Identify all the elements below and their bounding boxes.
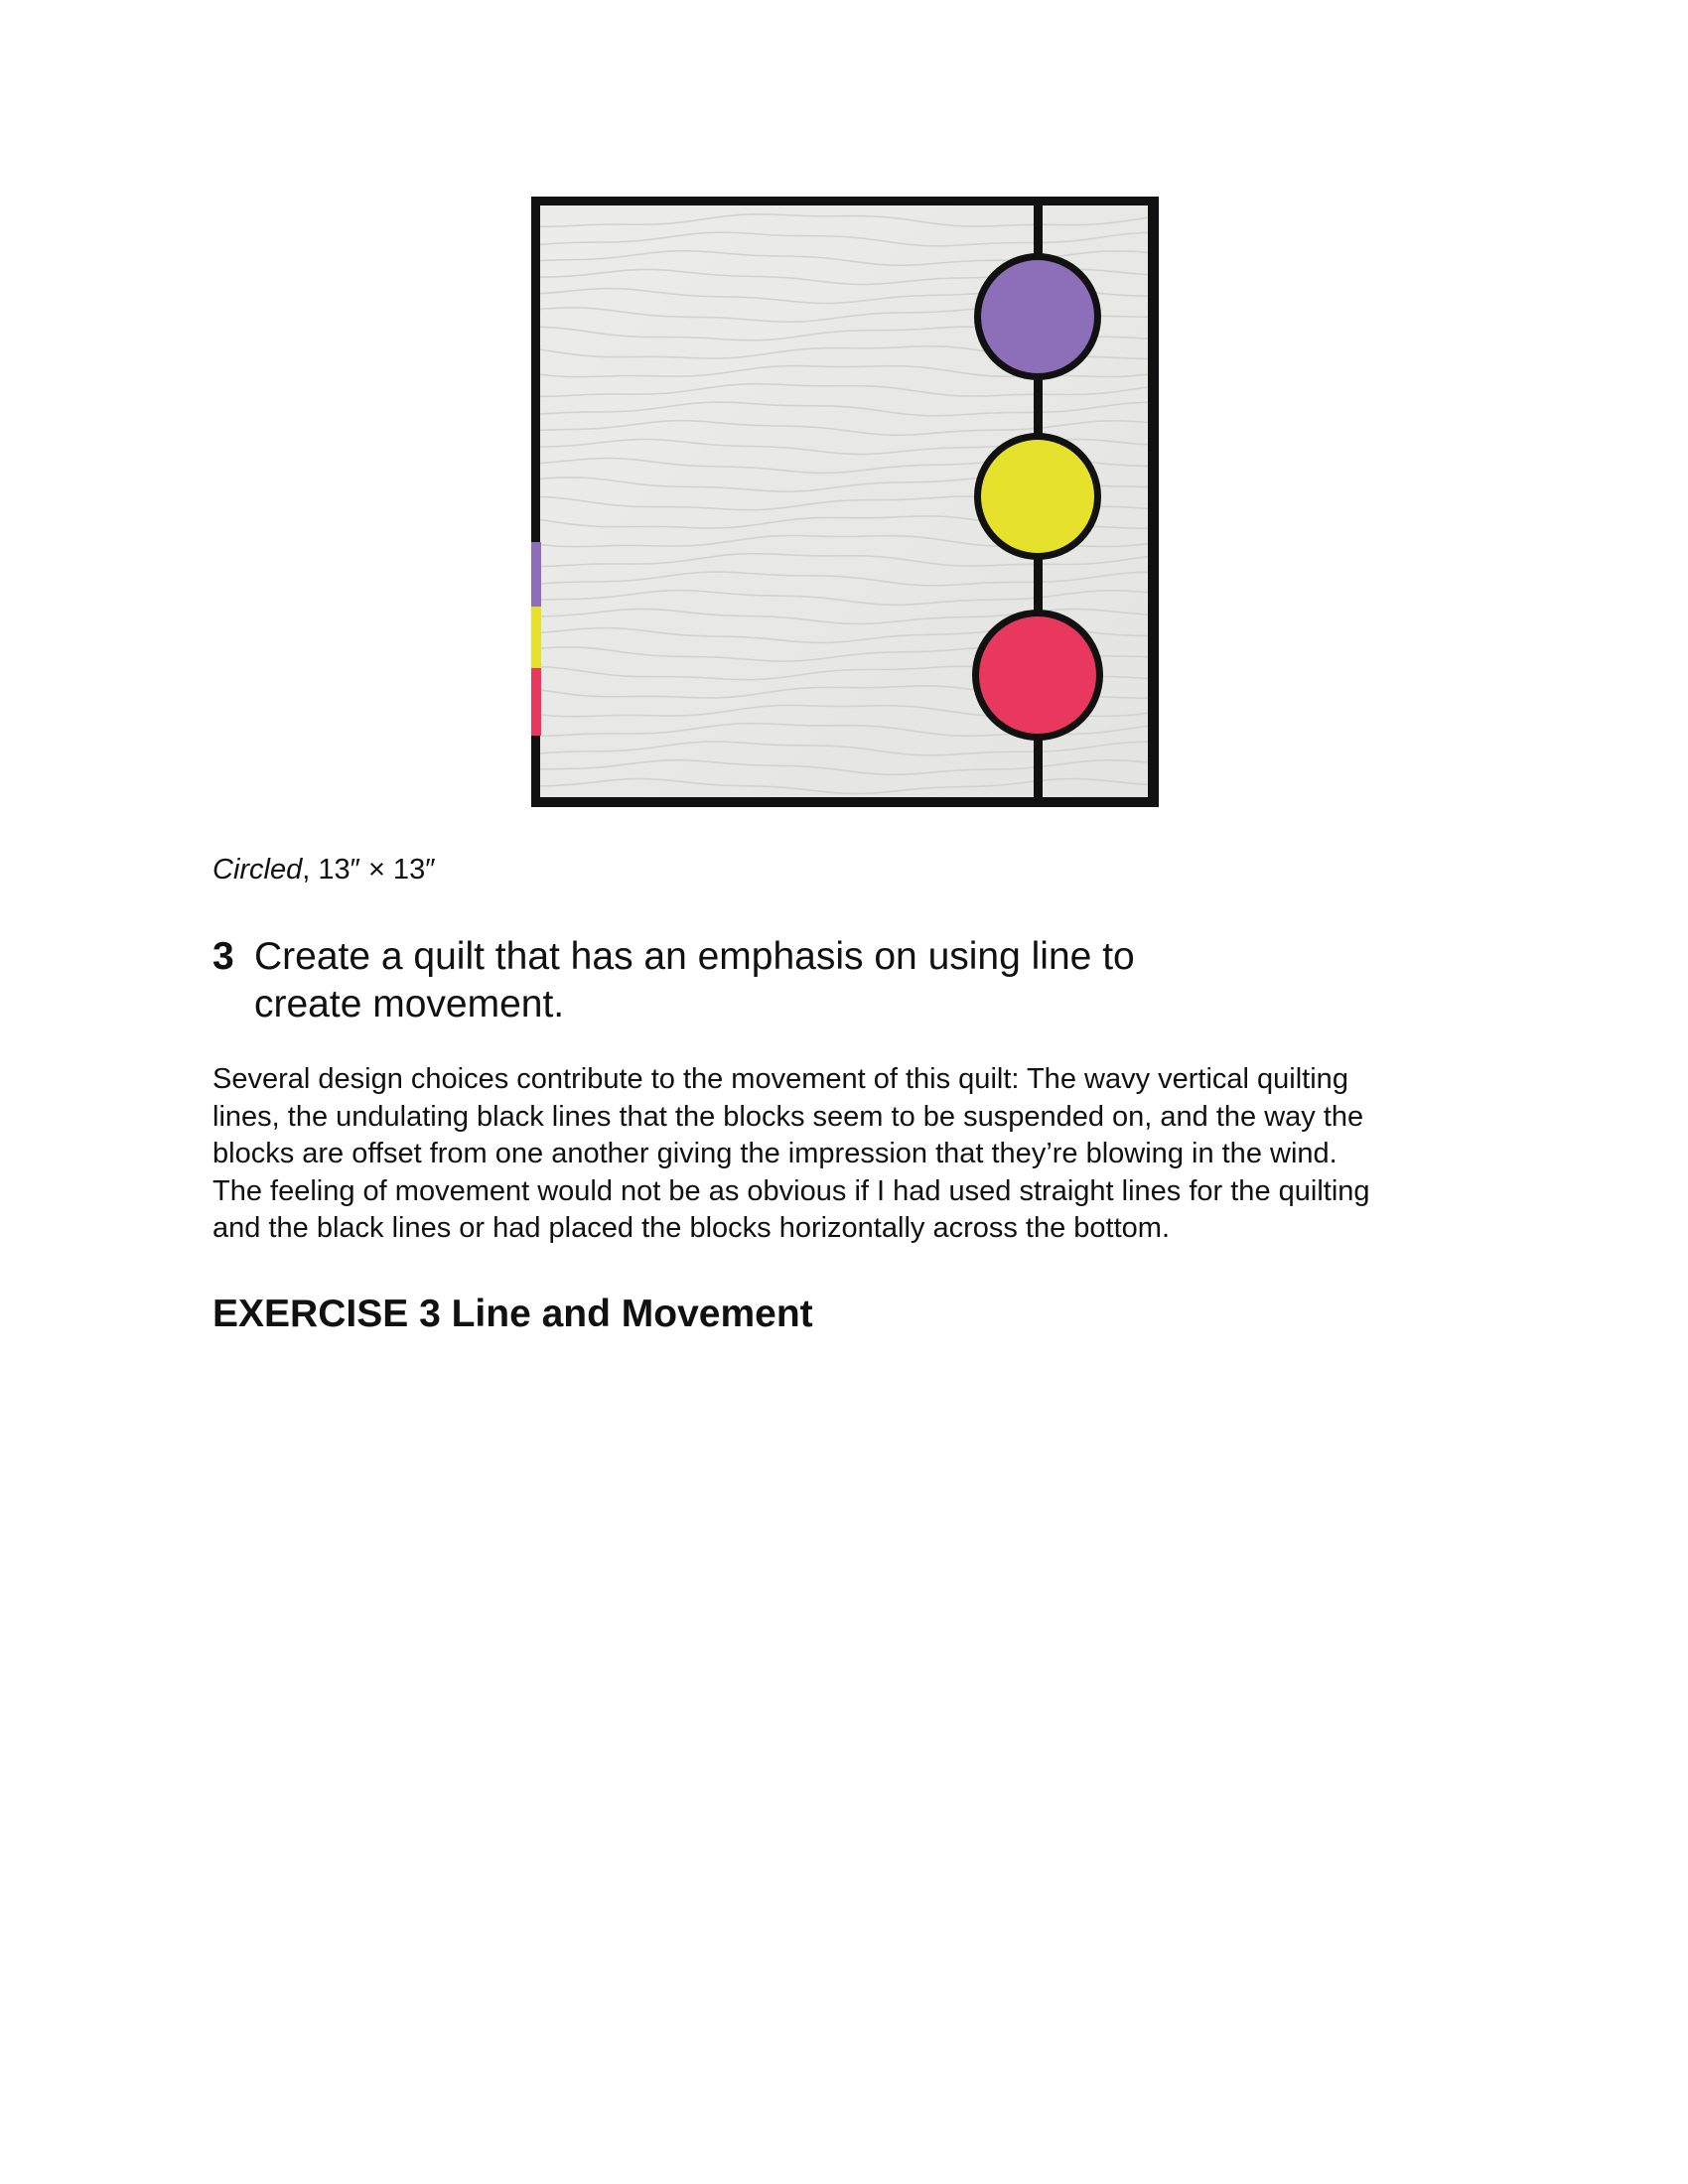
- edge-strip-purple: [531, 542, 541, 607]
- caption-title: Circled: [212, 854, 303, 886]
- body-line: The feeling of movement would not be as obvious if I had used straight lines for the quilting: [212, 1174, 1370, 1207]
- edge-strip-yellow: [531, 607, 541, 668]
- circle-pink: [979, 616, 1096, 734]
- circle-purple: [981, 260, 1094, 373]
- edge-strip-pink: [531, 668, 541, 736]
- circle-yellow: [981, 440, 1094, 553]
- figure-caption: [212, 852, 435, 887]
- body-line: blocks are offset from one another giving the impression that they’re blowing in the wind.: [212, 1138, 1337, 1169]
- step-text: Create a quilt that has an emphasis on using line to create movement.: [254, 935, 1135, 1025]
- body-paragraph: [212, 1061, 1503, 1248]
- body-line: and the black lines or had placed the blocks horizontally across the bottom.: [212, 1212, 1170, 1244]
- quilt-illustration: [531, 197, 1159, 807]
- caption-dimensions: , 13″ × 13″: [302, 854, 436, 886]
- step-instruction: [212, 933, 1444, 1028]
- body-line: lines, the undulating black lines that the blocks seem to be suspended on, and the way the: [212, 1100, 1364, 1133]
- exercise-heading: EXERCISE 3 Line and Movement: [212, 1293, 813, 1335]
- step-number: 3: [212, 935, 234, 978]
- body-line: Several design choices contribute to the movement of this quilt: The wavy vertical quilting: [212, 1063, 1348, 1095]
- quilt-photo: [531, 197, 1159, 807]
